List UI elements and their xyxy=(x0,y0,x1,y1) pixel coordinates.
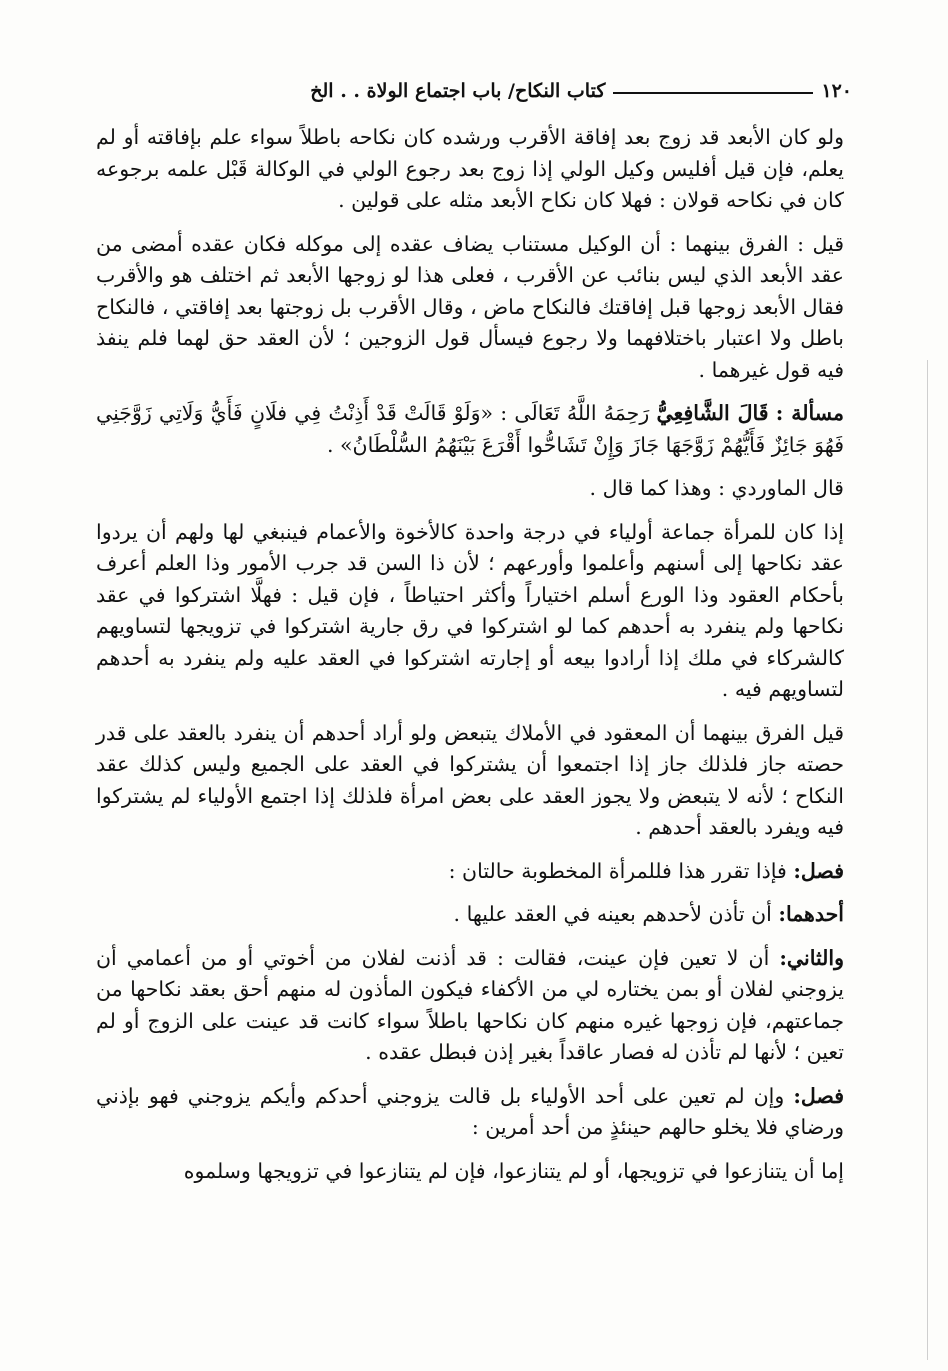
page-body xyxy=(96,122,844,1199)
page-header xyxy=(96,76,852,106)
page-number: ١٢٠ xyxy=(821,80,852,102)
running-title: كتاب النكاح/ باب اجتماع الولاة . . الخ xyxy=(310,80,606,102)
fasl-2-label: فصل: xyxy=(793,1083,844,1108)
first-case-text: أن تأذن لأحدهم بعينه في العقد عليها . xyxy=(453,902,772,926)
header-rule xyxy=(613,92,813,94)
fasl-text: فإذا تقرر هذا فللمرأة المخطوبة حالتان : xyxy=(448,858,787,883)
paragraph-6: قيل الفرق بينهما أن المعقود في الأملاك يتبعض ولو أراد أحدهم أن ينفرد بالعقد على قدر حصته جاز فلذلك جاز إذا اجتمعوا أن يشتركوا في العقد على الجميع وليس كذلك عقد النكاح ؛ لأنه لا يتبعض ولا يجوز العقد على بعض امرأة فلذلك إذا اجتمع الأولياء لم يشتركوا فيه ويفرد بالعقد أحدهم . xyxy=(96,720,844,839)
paragraph-second-case xyxy=(96,943,844,1069)
fasl-label: فصل: xyxy=(793,858,844,883)
paragraph-5: إذا كان للمرأة جماعة أولياء في درجة واحدة كالأخوة والأعمام فينبغي لها ولهم أن يردوا عقد نكاحها إلى أسنهم وأعلموا وأورعهم ؛ لأن ذا السن قد جرب الأمور وذا العلم أعرف بأحكام العقود وذا الورع أسلم اختياراً وأكثر احتياطاً ، فإن قيل : فهلَّا اشتركوا في عقد نكاحها ولم ينفرد به أحدهم كما لو اشتركوا في رق جارية اشتركوا في تزويجها لتساويهم كالشركاء في ملك إذا أرادوا بيعه أو إجارته اشتركوا في العقد عليه ولم ينفرد به أحدهم لتساويهم فيه . xyxy=(96,519,844,701)
first-case-label: أحدهما: xyxy=(778,902,844,926)
paragraph-fasl-1 xyxy=(96,856,844,888)
imam-name: قَالَ الشَّافِعِيُّ xyxy=(656,401,769,425)
scan-edge-line xyxy=(927,360,928,1360)
paragraph-1: ولو كان الأبعد قد زوج بعد إفاقة الأقرب ورشده كان نكاحه باطلاً سواء علم بإفاقته أو لم يعلم، فإن قيل أفليس وكيل الولي إذا زوج بعد رجوع الولي في الوكالة قَبْل علمه برجوعه كان في نكاحه قولان : فهلا كان نكاح الأبعد مثله على قولين . xyxy=(96,125,844,212)
paragraph-2: قيل : الفرق بينهما : أن الوكيل مستناب يضاف عقده إلى موكله فكان عقده أمضى من عقد الأبعد الذي ليس بنائب عن الأقرب ، فعلى هذا لو زوجها الأبعد ثم اختلف هو والأقرب فقال الأبعد زوجها قبل إفاقتك فالنكاح ماض ، وقال الأقرب بل زوجتها بعد إفاقتي ، فالنكاح باطل ولا اعتبار باختلافهما ولا رجوع فيسأل قول الزوجين ؛ لأن العقد حق لهما فلم ينفذ فيه قول غيرهما . xyxy=(96,231,844,382)
fasl-2-text: وإن لم تعين على أحد الأولياء بل قالت يزوجني أحدكم وأيكم يزوجني فهو بإذني ورضاي فلا يخلو حالهم حينئذٍ من أحد أمرين : xyxy=(96,1083,844,1139)
paragraph-first-case xyxy=(96,899,844,931)
masala-text: رَحِمَهُ اللَّهُ تَعَالَى : «وَلَوْ قَالَتْ قَدْ أَذِنْتُ فِي فلَانٍ فَأَيُّ وَلَاتِي زَوَّجَنِي فَهُوَ جَائِزٌ فَأَيُّهُمْ زَوَّجَهَا جَازَ وَإِنْ تَشَاحُّوا أَقْرَعَ بَيْنَهُمُ السُّلْطَانُ» . xyxy=(96,401,844,457)
masala-label: مسألة : xyxy=(775,401,844,425)
paragraph-masala xyxy=(96,398,844,461)
paragraph-fasl-2 xyxy=(96,1081,844,1144)
paragraph-last: إما أن يتنازعوا في تزويجها، أو لم يتنازعوا، فإن لم يتنازعوا في تزويجها وسلموه xyxy=(183,1158,844,1183)
paragraph-mawardi: قال الماوردي : وهذا كما قال . xyxy=(589,476,844,500)
second-case-label: والثاني: xyxy=(779,945,844,970)
second-case-text: أن لا تعين فإن عينت، فقالت : قد أذنت لفلان من أخوتي أو من أعمامي أن يزوجني لفلان أو بمن يختاره لي من الأكفاء فيكون المأذون له منهم أحق بعقد نكاحها من جماعتهم، فإن زوجها غيره منهم كان نكاحها باطلاً سواء كانت قد عينت على الزوج أو لم تعين ؛ لأنها لم تأذن له فصار عاقداً بغير إذن فبطل عقده . xyxy=(96,945,844,1064)
